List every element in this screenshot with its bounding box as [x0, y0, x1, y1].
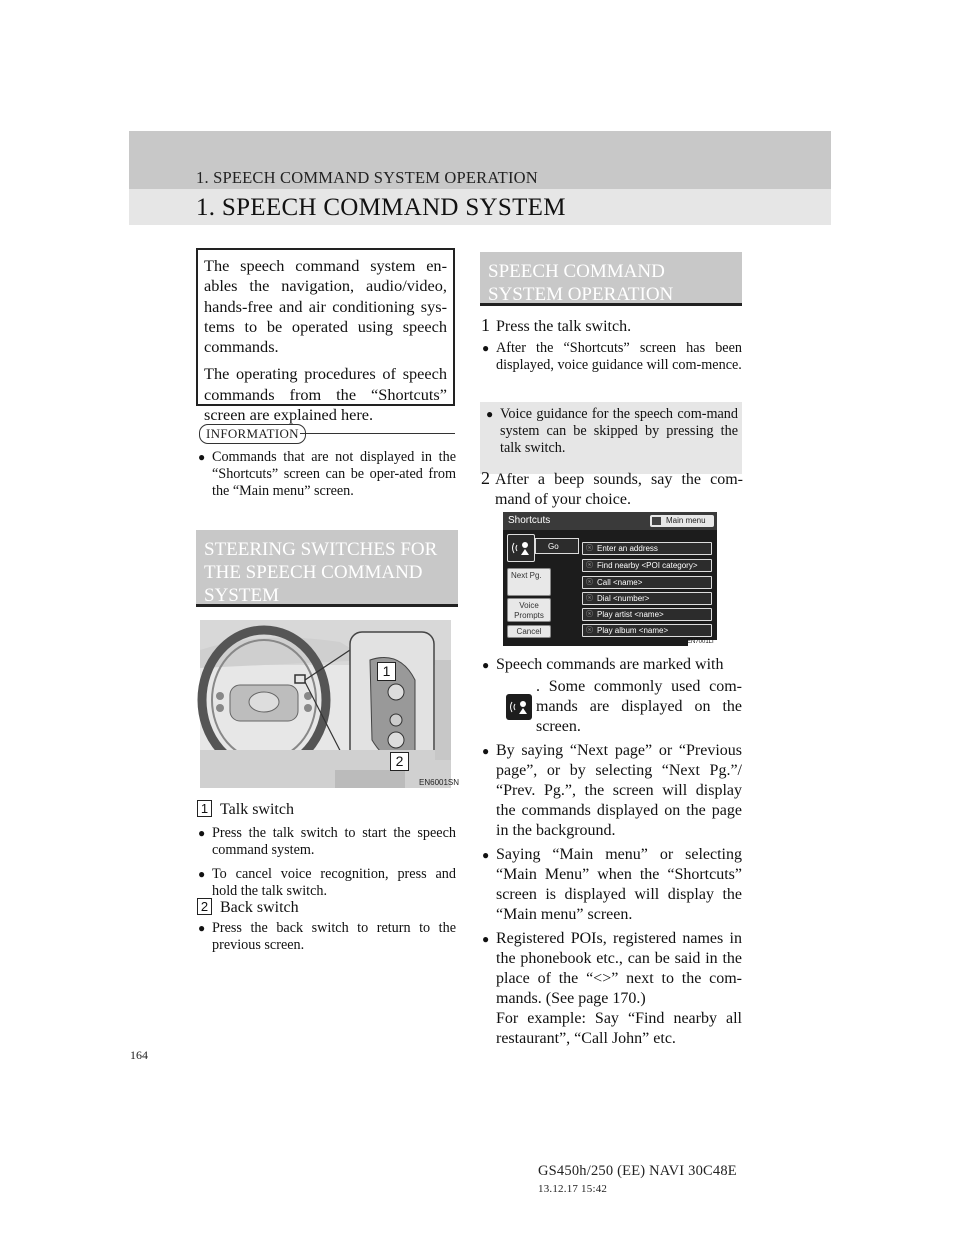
- section-header: 1. SPEECH COMMAND SYSTEM OPERATION: [196, 168, 538, 187]
- operation-heading-text: SPEECH COMMAND SYSTEM OPERATION: [488, 261, 674, 305]
- step-2-number: 2: [481, 468, 490, 488]
- switch-number-2: 2: [197, 898, 212, 915]
- page-title: 1. SPEECH COMMAND SYSTEM: [196, 194, 566, 221]
- shortcuts-screen: [503, 512, 717, 646]
- talk-switch-bullets: [198, 825, 456, 907]
- cancel-button[interactable]: Cancel: [507, 625, 551, 638]
- shortcut-item[interactable]: ⓢ Find nearby <POI category>: [582, 559, 712, 572]
- main-menu-icon: [652, 517, 661, 525]
- shortcut-item[interactable]: ⓢ Enter an address: [582, 542, 712, 555]
- steering-heading: [196, 530, 458, 607]
- list-item: ● Voice guidance for the speech com-mand system can be skipped by pressing the talk switch.: [486, 406, 738, 457]
- callout-1: 1: [377, 662, 396, 681]
- information-bullets: [198, 449, 456, 507]
- voice-prompts-button[interactable]: Voice Prompts: [507, 598, 551, 622]
- step-1-bullets: [482, 340, 742, 381]
- next-page-button[interactable]: Next Pg.: [507, 568, 551, 596]
- operation-bullets: [482, 655, 742, 1049]
- switch-number-1: 1: [197, 800, 212, 817]
- list-item: ● Saying “Main menu” or selecting “Main Menu” when the “Shortcuts” screen is displayed will display the “Main menu” screen.: [482, 846, 742, 923]
- information-label: INFORMATION: [199, 424, 306, 444]
- talk-switch-label: 1 Talk switch: [197, 800, 294, 819]
- back-switch-label: 2 Back switch: [197, 898, 299, 917]
- list-item: ● Press the back switch to return to the previous screen.: [198, 920, 456, 954]
- list-item: ● Speech commands are marked with . Some commonly used com-mands are displayed on the screen.: [482, 656, 742, 735]
- step-2: [481, 470, 743, 510]
- step-1-text: Press the talk switch.: [496, 318, 632, 335]
- shortcut-item[interactable]: ⓢ Call <name>: [582, 576, 712, 589]
- information-rule: [300, 433, 455, 434]
- callout-2: 2: [390, 752, 409, 771]
- list-item: ● Registered POIs, registered names in the phonebook etc., can be said in the place of the “<>” next to the com-mands. (See page 170.) For example: Say “Find nearby all restaurant”, “Call John” etc.: [482, 930, 742, 1047]
- list-item: ● Press the talk switch to start the speech command system.: [198, 825, 456, 859]
- intro-box: [196, 248, 455, 425]
- note-bullets: [486, 406, 738, 464]
- shortcut-item[interactable]: ⓢ Play album <name>: [582, 624, 712, 637]
- back-switch-bullets: [198, 920, 456, 961]
- screen-title: Shortcuts: [508, 515, 551, 526]
- intro-paragraph-1: The speech command system en-ables the navigation, audio/video, hands-free and air conditioning sys-tems to be operated using speech commands.: [204, 256, 447, 357]
- step-1: [481, 315, 631, 337]
- shortcut-item[interactable]: ⓢ Play artist <name>: [582, 608, 712, 621]
- model-code: GS450h/250 (EE) NAVI 30C48E: [538, 1163, 737, 1179]
- shortcut-item[interactable]: ⓢ Dial <number>: [582, 592, 712, 605]
- list-item: ● By saying “Next page” or “Previous page”, or by selecting “Next Pg.”/ “Prev. Pg.”, the screen will display the commands displayed on the page in the background.: [482, 742, 742, 839]
- go-command[interactable]: Go: [535, 538, 579, 554]
- list-item: ● After the “Shortcuts” screen has been displayed, voice guidance will com-mence.: [482, 340, 742, 374]
- print-date: 13.12.17 15:42: [538, 1183, 608, 1195]
- main-menu-button[interactable]: Main menu: [650, 515, 714, 527]
- steering-wheel-illustration: [200, 620, 451, 788]
- information-bullet: ● Commands that are not displayed in the “Shortcuts” screen can be oper-ated from the “Main menu” screen.: [198, 449, 456, 500]
- steering-wheel-figure: [200, 620, 460, 788]
- screen-figure-code: EN7001LI: [687, 639, 714, 645]
- page-number: 164: [130, 1048, 148, 1062]
- step-1-number: 1: [481, 315, 490, 335]
- intro-paragraph-2: The operating procedures of speech commands from the “Shortcuts” screen are explained here.: [204, 364, 447, 425]
- steering-heading-text: STEERING SWITCHES FOR THE SPEECH COMMAND SYSTEM: [204, 539, 438, 606]
- operation-heading: [480, 252, 742, 306]
- step-2-text: After a beep sounds, say the com-mand of your choice.: [495, 471, 743, 508]
- speech-command-icon: [507, 534, 535, 562]
- figure-code: EN6001SN: [419, 778, 460, 787]
- speech-command-icon: [506, 694, 532, 720]
- list-item: ● To cancel voice recognition, press and hold the talk switch.: [198, 866, 456, 900]
